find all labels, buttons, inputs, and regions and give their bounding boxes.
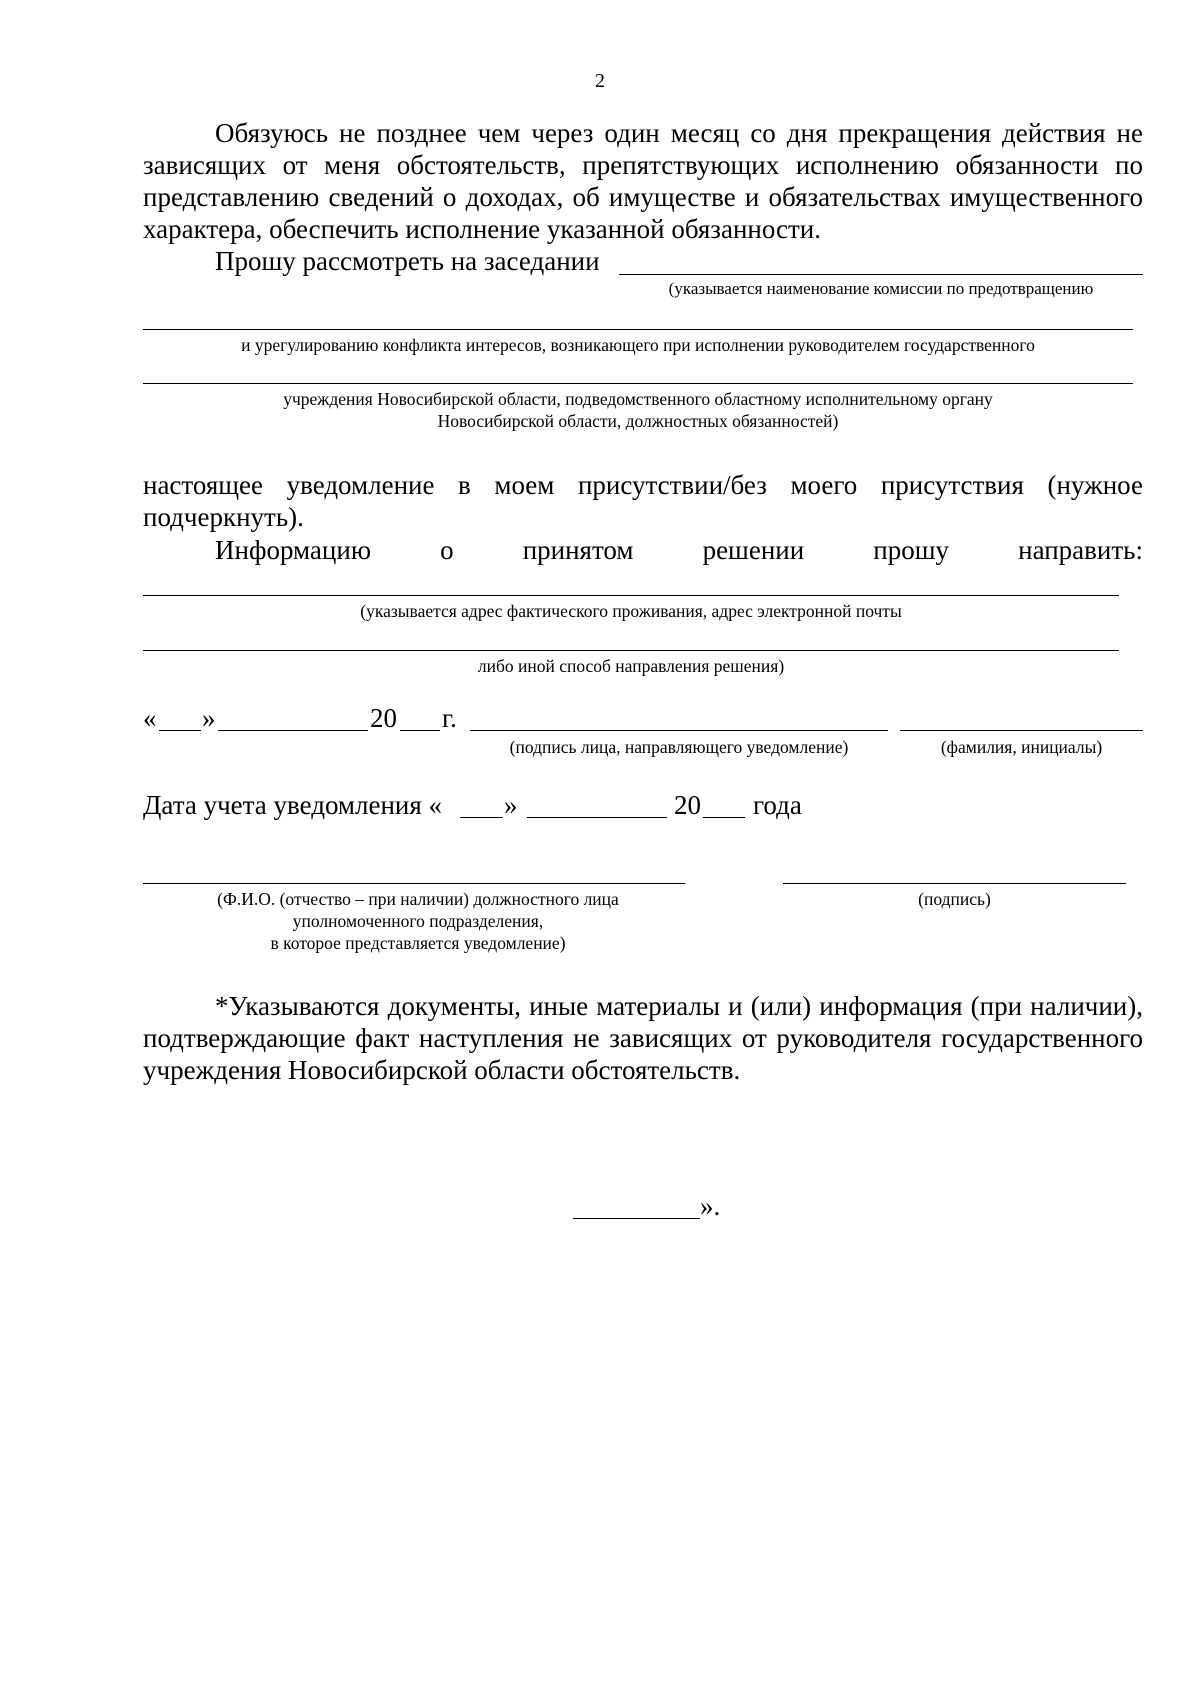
presence-paragraph: настоящее уведомление в моем присутствии/без моего присутствия (нужное подчеркнуть). — [143, 470, 1143, 532]
registration-year-prefix: 20 — [674, 790, 701, 820]
address-input-line-2[interactable] — [143, 650, 1119, 651]
date-day-line[interactable] — [159, 730, 201, 731]
registration-year-line[interactable] — [703, 817, 745, 818]
official-name-line[interactable] — [143, 883, 685, 884]
commission-input-line-3[interactable] — [143, 383, 1133, 384]
commission-caption-4: Новосибирской области, должностных обязанностей) — [437, 411, 839, 431]
address-caption-1: (указывается адрес фактического проживания, адрес электронной почты — [360, 601, 902, 621]
info-word: направить: — [1018, 535, 1143, 565]
commission-input-line-2[interactable] — [143, 329, 1133, 330]
name-caption: (фамилия, инициалы) — [940, 737, 1103, 757]
info-word: о — [440, 535, 454, 565]
info-word: Информацию — [215, 535, 371, 565]
address-caption-2: либо иной способ направления решения) — [477, 656, 785, 676]
commission-input-line-1[interactable] — [619, 274, 1143, 275]
date-month-line[interactable] — [218, 730, 368, 731]
official-signature-line[interactable] — [783, 883, 1126, 884]
footnote-paragraph: *Указываются документы, иные материалы и (или) информация (при наличии), подтверждающие факт наступления не зависящих от руководителя государственного учреждения Новосибирской области обстоятельств. — [143, 991, 1143, 1085]
info-request-line — [215, 534, 1143, 566]
closing-mark: ». — [700, 1191, 721, 1221]
closing-line — [573, 1218, 700, 1219]
info-word: прошу — [873, 535, 950, 565]
info-word: решении — [702, 535, 805, 565]
registration-close-quote: » — [504, 790, 518, 820]
official-caption-2: уполномоченного подразделения, — [292, 911, 544, 931]
info-word: принятом — [522, 535, 634, 565]
page-number: 2 — [595, 70, 605, 92]
date-open-quote: « — [143, 703, 157, 733]
name-line[interactable] — [900, 730, 1143, 731]
registration-label: Дата учета уведомления « — [143, 790, 443, 820]
registration-month-line[interactable] — [527, 817, 667, 818]
date-year-suffix: г. — [442, 703, 457, 733]
signature-caption: (подпись лица, направляющего уведомление) — [509, 737, 849, 757]
request-label: Прошу рассмотреть на заседании — [215, 246, 600, 276]
commission-caption-3: учреждения Новосибирской области, подведомственного областному исполнительному органу — [283, 389, 993, 409]
address-input-line-1[interactable] — [143, 595, 1119, 596]
commission-caption-1: (указывается наименование комиссии по предотвращению — [668, 279, 1094, 298]
official-signature-caption: (подпись) — [918, 889, 991, 909]
signature-line[interactable] — [470, 730, 888, 731]
official-caption-3: в которое представляется уведомление) — [270, 933, 566, 953]
date-close-quote: » — [202, 703, 216, 733]
obligation-paragraph: Обязуюсь не позднее чем через один месяц со дня прекращения действия не зависящих от меня обстоятельств, препятствующих исполнению обязанности по представлению сведений о доходах, об имуществе и обязательствах имущественного характера, обеспечить исполнение указанной обязанности. — [143, 118, 1143, 244]
date-year-line[interactable] — [400, 730, 440, 731]
registration-year-suffix: года — [753, 790, 802, 820]
commission-caption-2: и урегулированию конфликта интересов, возникающего при исполнении руководителем государственного — [241, 335, 1035, 355]
date-year-prefix: 20 — [370, 703, 397, 733]
official-caption-1: (Ф.И.О. (отчество – при наличии) должностного лица — [217, 889, 619, 909]
registration-day-line[interactable] — [460, 817, 503, 818]
